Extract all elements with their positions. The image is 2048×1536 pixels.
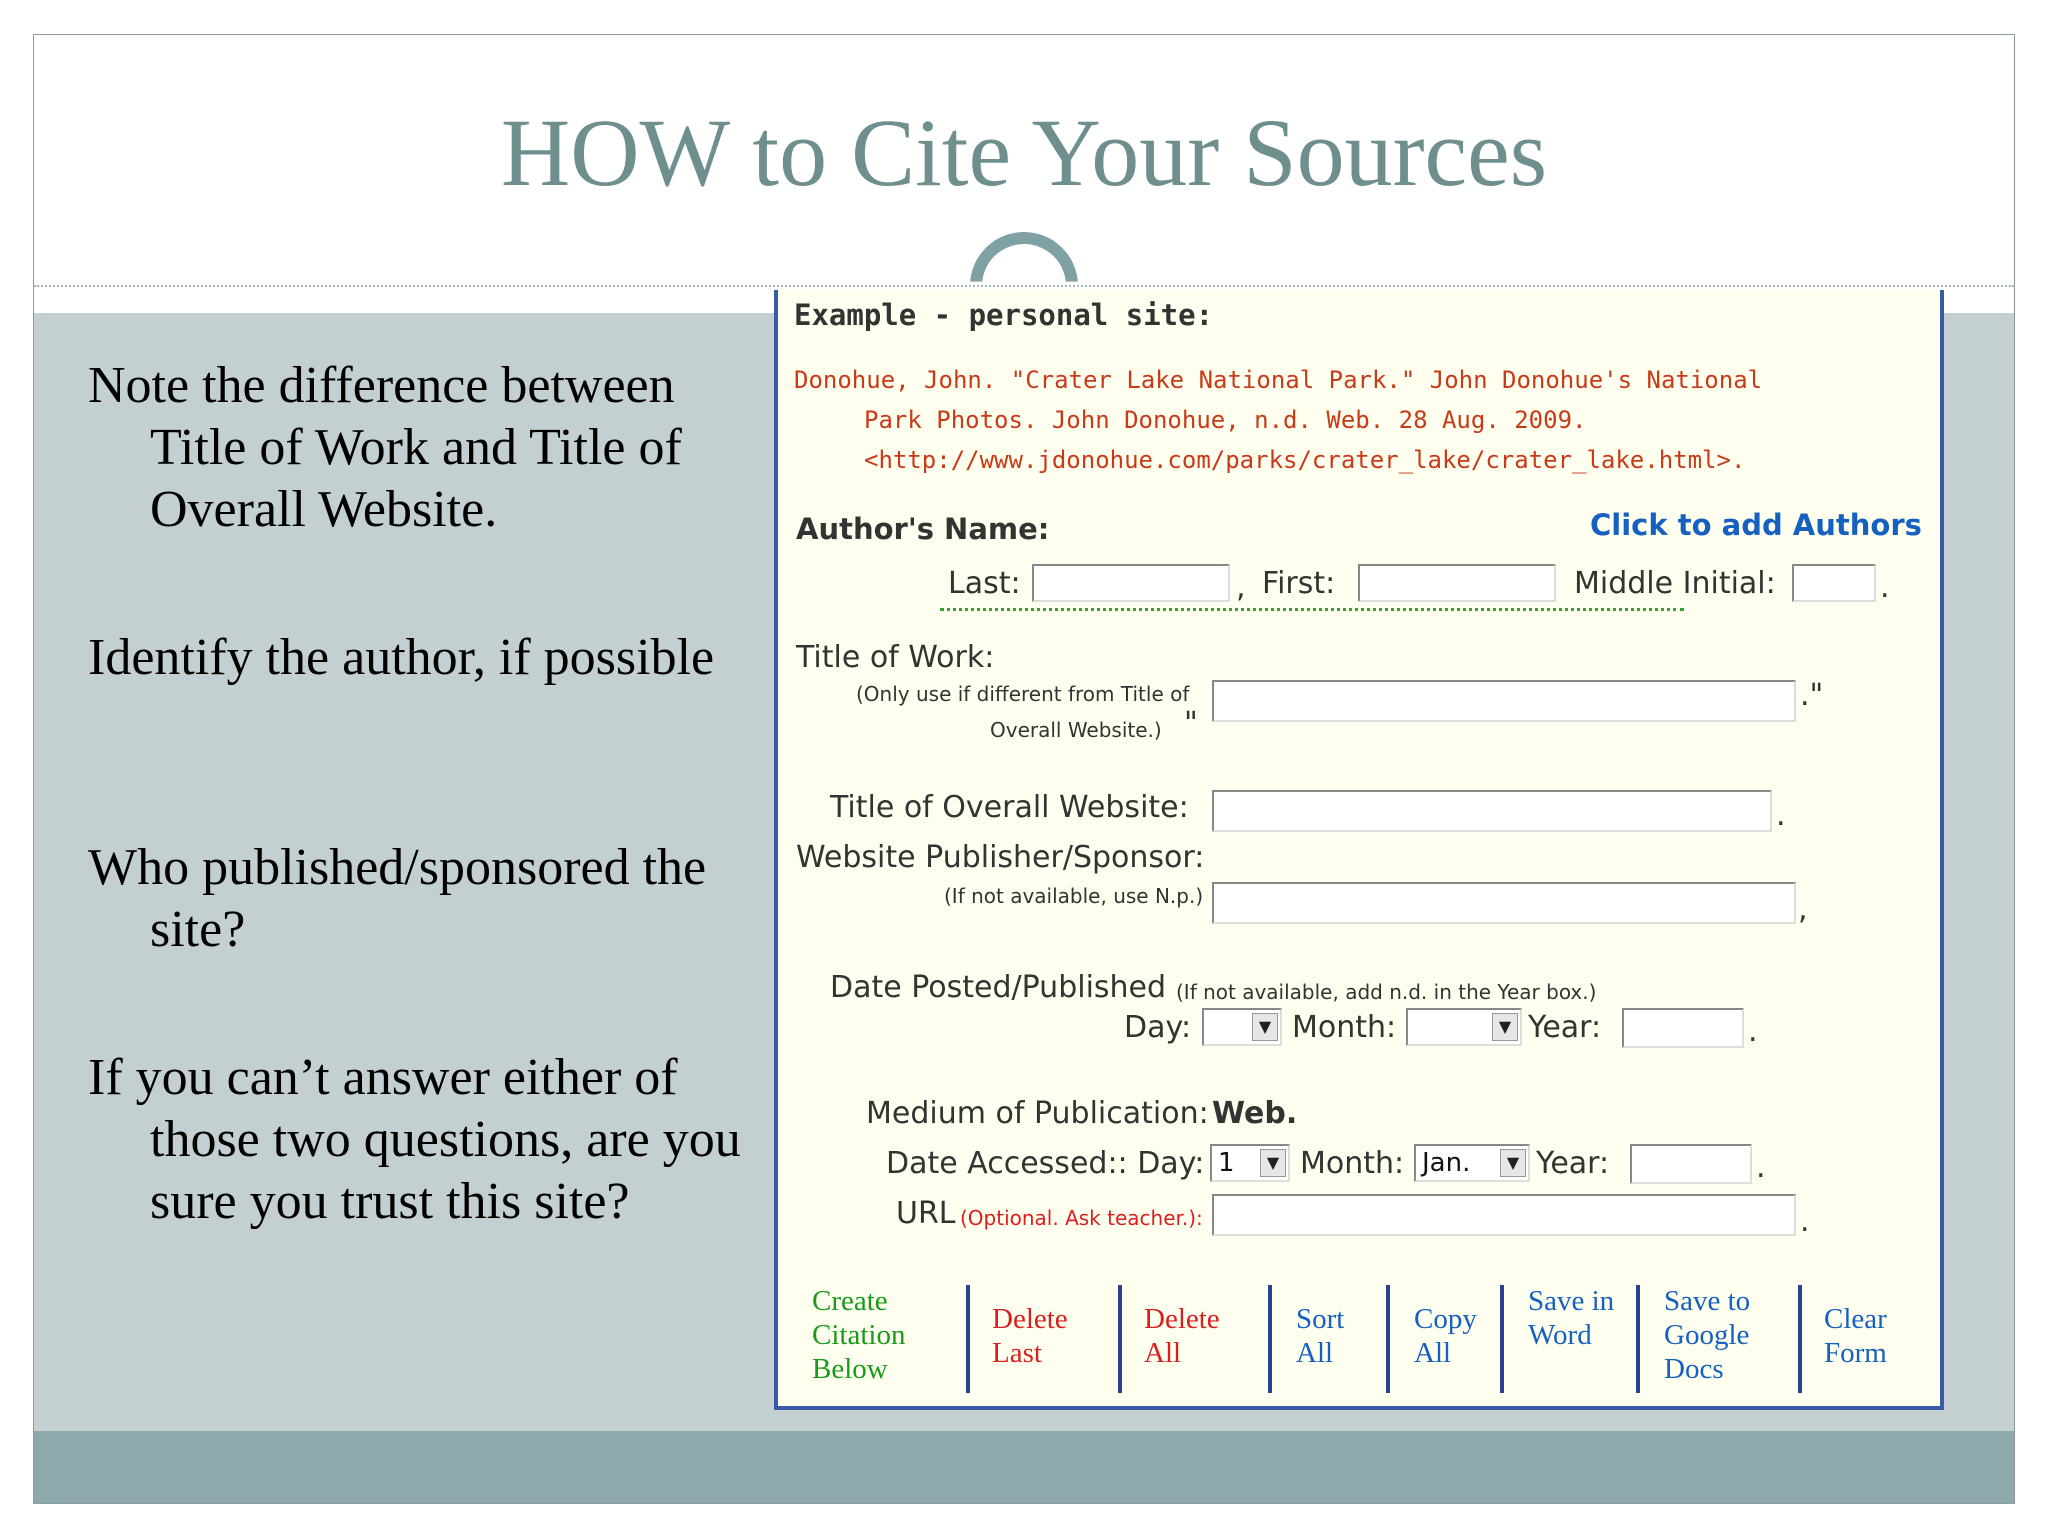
title-divider (34, 285, 2014, 287)
quote-open: " (1184, 706, 1198, 741)
button-divider (1798, 1285, 1802, 1393)
save-google-docs-button[interactable]: Save to Google Docs (1664, 1285, 1751, 1385)
comma-text: , (1236, 570, 1246, 605)
button-divider (966, 1285, 970, 1393)
last-name-label: Last: (948, 566, 1021, 601)
period-text: . (1800, 1204, 1810, 1239)
url-note: (Optional. Ask teacher.): (960, 1206, 1203, 1230)
date-posted-note: (If not available, add n.d. in the Year box.) (1176, 980, 1597, 1004)
bullet-2: Identify the author, if possible (88, 629, 715, 686)
citation-line-2: Park Photos. John Donohue, n.d. Web. 28 Aug. 2009. (864, 406, 1587, 434)
footer-band (34, 1431, 2014, 1503)
publisher-note: (If not available, use N.p.) (944, 884, 1204, 908)
accessed-month-select[interactable] (1414, 1144, 1530, 1182)
bullet-3: Who published/sponsored the site? (88, 839, 707, 958)
button-divider (1386, 1285, 1390, 1393)
title-work-note-1: (Only use if different from Title of (856, 682, 1190, 706)
url-input[interactable] (1212, 1194, 1796, 1236)
button-divider (1636, 1285, 1640, 1393)
slide-title: HOW to Cite Your Sources (500, 99, 1548, 206)
period-text: . (1748, 1014, 1758, 1049)
title-site-input[interactable] (1212, 790, 1772, 832)
save-word-button[interactable]: Save in Word (1528, 1285, 1615, 1351)
author-separator (940, 608, 1684, 611)
chevron-down-icon: ▼ (1252, 1013, 1278, 1041)
title-site-label: Title of Overall Website: (830, 790, 1189, 825)
date-accessed-label: Date Accessed:: Day: (886, 1146, 1205, 1181)
month-label: Month: (1292, 1010, 1397, 1045)
bullet-4: If you can’t answer either of those two questions, are you sure you trust this site? (88, 1049, 741, 1230)
period-text: . (1880, 570, 1890, 605)
medium-value: Web. (1212, 1096, 1298, 1131)
form-button-row (774, 1280, 1944, 1405)
authors-heading: Author's Name: (796, 512, 1050, 546)
month-label: Month: (1300, 1146, 1405, 1181)
accessed-year-input[interactable] (1630, 1144, 1752, 1184)
delete-all-button[interactable]: Delete All (1144, 1303, 1220, 1369)
delete-last-button[interactable]: Delete Last (992, 1303, 1068, 1369)
posted-year-input[interactable] (1622, 1008, 1744, 1048)
period-text: . (1756, 1150, 1766, 1185)
year-label: Year: (1528, 1010, 1602, 1045)
button-divider (1500, 1285, 1504, 1393)
accessed-day-value: 1 (1218, 1148, 1235, 1178)
citation-form-panel (774, 290, 1944, 1410)
posted-day-select[interactable] (1202, 1008, 1282, 1046)
title-work-label: Title of Work: (796, 640, 995, 675)
chevron-down-icon: ▼ (1492, 1013, 1518, 1041)
create-citation-button[interactable]: Create Citation Below (812, 1285, 906, 1385)
medium-label: Medium of Publication: (866, 1096, 1209, 1131)
publisher-label: Website Publisher/Sponsor: (796, 840, 1205, 875)
url-label: URL (896, 1196, 956, 1231)
period-text: . (1776, 798, 1786, 833)
date-posted-label: Date Posted/Published (830, 970, 1167, 1005)
comma-text: , (1798, 892, 1808, 927)
title-work-input[interactable] (1212, 680, 1796, 722)
last-name-input[interactable] (1032, 564, 1230, 602)
publisher-input[interactable] (1212, 882, 1796, 924)
accessed-day-select[interactable] (1210, 1144, 1290, 1182)
bullet-1: Note the difference between Title of Work and Title of Overall Website. (88, 357, 682, 538)
chevron-down-icon: ▼ (1500, 1149, 1526, 1177)
add-authors-link[interactable]: Click to add Authors (1590, 508, 1922, 542)
citation-line-3: <http://www.jdonohue.com/parks/crater_lake/crater_lake.html>. (864, 446, 1746, 474)
citation-line-1: Donohue, John. "Crater Lake National Park." John Donohue's National (794, 366, 1763, 394)
example-heading: Example - personal site: (794, 298, 1214, 332)
quote-close: ." (1800, 678, 1824, 713)
middle-initial-input[interactable] (1792, 564, 1876, 602)
chevron-down-icon: ▼ (1260, 1149, 1286, 1177)
button-divider (1118, 1285, 1122, 1393)
first-name-input[interactable] (1358, 564, 1556, 602)
posted-month-select[interactable] (1406, 1008, 1522, 1046)
title-work-note-2: Overall Website.) (990, 718, 1162, 742)
clear-form-button[interactable]: Clear Form (1824, 1303, 1887, 1369)
accessed-month-value: Jan. (1422, 1148, 1471, 1178)
day-label: Day: (1124, 1010, 1192, 1045)
copy-all-button[interactable]: Copy All (1414, 1303, 1477, 1369)
first-name-label: First: (1262, 566, 1336, 601)
sort-all-button[interactable]: Sort All (1296, 1303, 1345, 1369)
middle-initial-label: Middle Initial: (1574, 566, 1776, 601)
year-label: Year: (1536, 1146, 1610, 1181)
button-divider (1268, 1285, 1272, 1393)
